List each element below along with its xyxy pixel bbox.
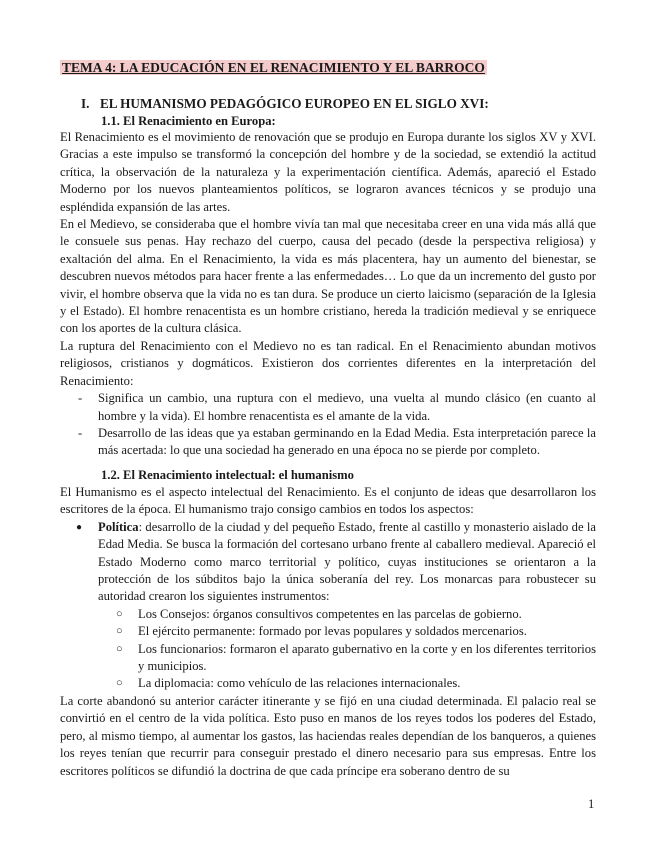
paragraph-humanismo-intro: El Humanismo es el aspecto intelectual del Renacimiento. Es el conjunto de ideas que desarrollaron los escritores de la época. El humanismo trajo consigo cambios en todos los aspectos: (60, 485, 596, 517)
circle-marker: ○ (116, 607, 123, 620)
subsection-1-1-body (60, 129, 596, 460)
circle-marker: ○ (116, 642, 123, 655)
document-title: TEMA 4: LA EDUCACIÓN EN EL RENACIMIENTO Y EL BARROCO (62, 60, 485, 75)
dash-marker: - (78, 391, 83, 406)
subsection-heading-1-1: 1.1. El Renacimiento en Europa: (101, 114, 276, 128)
dash-marker: - (78, 425, 83, 440)
sub-list-item-text: Los funcionarios: formaron el aparato gubernativo en la corte y en los diferentes territorios y municipios. (138, 641, 596, 674)
document-title-wrapper (60, 59, 487, 77)
sub-list-item (60, 675, 596, 692)
subsection-heading-1-2: 1.2. El Renacimiento intelectual: el humanismo (101, 468, 354, 482)
sub-list-item (60, 641, 596, 676)
list-item-text: Desarrollo de las ideas que ya estaban germinando en la Edad Media. Esta interpretación parece la más acertada: lo que una sociedad ha generado en una época no se pierde por completo. (98, 425, 596, 458)
page-number: 1 (588, 797, 595, 811)
circle-marker: ○ (116, 677, 123, 690)
paragraph-renacimiento: El Renacimiento es el movimiento de renovación que se produjo en Europa durante los siglos XV y XVI. Gracias a este impulso se transformó la concepción del hombre y de la sociedad, se extendió la actitud crítica, la observación de la naturaleza y la experimentación científica. Además, apareció el Estado Moderno por los nuevos planteamientos políticos, se lograron avances técnicos y se produjo una espléndida expansión de las artes. (60, 130, 596, 214)
list-item (60, 390, 596, 425)
paragraph-medievo: En el Medievo, se consideraba que el hombre vivía tan mal que necesitaba creer en una vida más allá que le consuele sus penas. Hay rechazo del cuerpo, causa del pecado (desde la perspectiva religiosa) y exaltación del alma. En el Renacimiento, la vida es más placentera, hay un aumento del bienestar, se descubren nuevos métodos para hacer frente a las enfermedades… Lo que da un incremento del gusto por vivir, el hombre observa que la vida no es tan dura. Se produce un cierto laicismo (separación de la Iglesia y el Estado). El hombre renacentista es un hombre cristiano, hereda la tradición medieval y se enriquece con los aportes de la cultura clásica. (60, 217, 596, 336)
list-item-text: Significa un cambio, una ruptura con el medievo, una vuelta al mundo clásico (en cuanto al hombre y la vida). El hombre renacentista es el amante de la vida. (98, 391, 596, 423)
interpretations-list (60, 390, 596, 460)
list-item-politica (60, 519, 596, 693)
sub-list-item-text: Los Consejos: órganos consultivos competentes en las parcelas de gobierno. (138, 606, 522, 621)
sub-list-item-text: El ejército permanente: formado por levas populares y soldados mercenarios. (138, 624, 527, 639)
instruments-list (98, 606, 596, 693)
subsection-1-2-body (60, 484, 596, 780)
sub-list-item (60, 623, 596, 640)
aspects-list (60, 519, 596, 693)
paragraph-corte: La corte abandonó su anterior carácter itinerante y se fijó en una ciudad determinada. El palacio real se convirtió en el centro de la vida política. Esto puso en manos de los reyes todos los poderes del Estado, pero, al mismo tiempo, al aumentar los gastos, las haciendas reales dependían de los banqueros, a quienes los reyes tenían que recurrir para conseguir prestado el dinero necesario para sus empresas. Entre los escritores políticos se difundió la doctrina de que cada príncipe era soberano dentro de su (60, 693, 596, 778)
bullet-marker: ● (76, 521, 83, 533)
section-heading-text: EL HUMANISMO PEDAGÓGICO EUROPEO EN EL SIGLO XVI: (100, 96, 489, 111)
bullet-term: Política (98, 519, 139, 534)
bullet-text: : desarrollo de la ciudad y del pequeño Estado, frente al castillo y monasterio aislado de la Edad Media. Se busca la formación del cortesano urbano frente al caballero medieval. Apareció el Estado Moderno como marco territorial y político, cuyas instituciones se orientaron a la protección de los súbditos bajo la única soberanía del rey. Los monarcas para robustecer su autoridad crearon los siguientes instrumentos: (98, 519, 596, 604)
section-number: I. (81, 96, 90, 111)
sub-list-item-text: La diplomacia: como vehículo de las relaciones internacionales. (138, 676, 461, 691)
circle-marker: ○ (116, 625, 123, 638)
sub-list-item (60, 606, 596, 623)
list-item (60, 425, 596, 460)
paragraph-ruptura: La ruptura del Renacimiento con el Medievo no es tan radical. En el Renacimiento abundan motivos religiosos, cristianos y dogmáticos. Existieron dos corrientes diferentes en la interpretación del Renacimiento: (60, 338, 596, 388)
section-heading-1 (81, 95, 489, 112)
